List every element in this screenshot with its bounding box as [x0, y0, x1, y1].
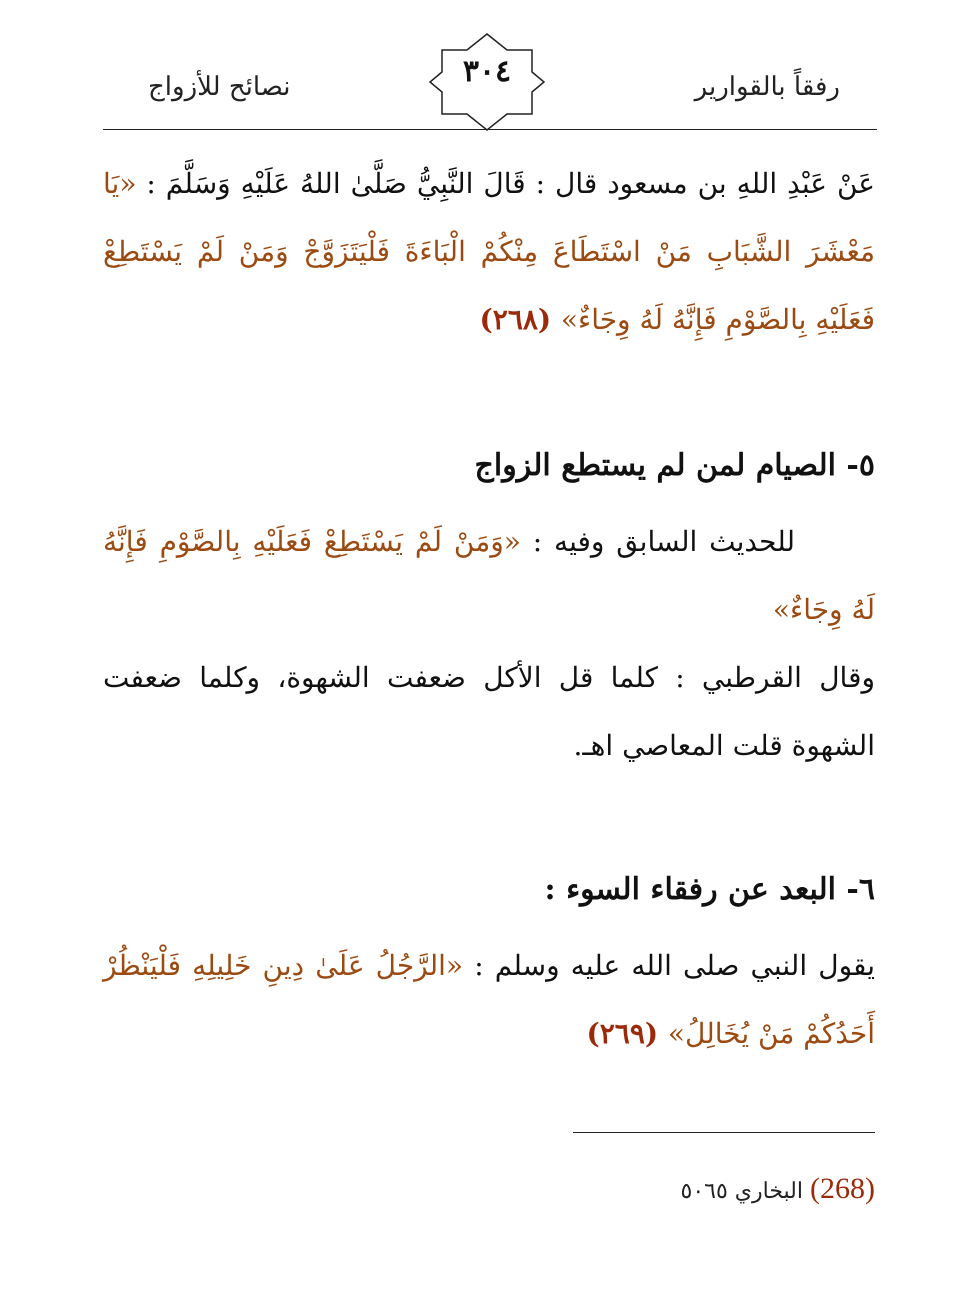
section-heading-6: ٦- البعد عن رفقاء السوء :	[544, 872, 875, 907]
section-6-intro: يقول النبي صلى الله عليه وسلم :	[463, 949, 875, 982]
section-heading-5: ٥- الصيام لمن لم يستطع الزواج	[474, 448, 875, 483]
page-number-badge	[428, 32, 546, 132]
hadith-paragraph-1	[103, 150, 875, 354]
section-5-paragraph	[103, 508, 875, 644]
footnote-number: (268)	[810, 1172, 875, 1205]
section-5-quote: «وَمَنْ لَمْ يَسْتَطِعْ فَعَلَيْهِ بِالصَّوْمِ فَإِنَّهُ لَهُ وِجَاءٌ»	[103, 525, 875, 626]
page-number: ٣٠٤	[462, 54, 512, 89]
running-head-section-title: نصائح للأزواج	[148, 72, 291, 102]
footnote-reference-2: (٢٦٩)	[586, 1017, 668, 1050]
footnote	[600, 1172, 875, 1206]
running-head-book-title: رفقاً بالقوارير	[694, 72, 840, 102]
section-5-intro: للحديث السابق وفيه :	[520, 525, 795, 558]
hadith-intro: عَنْ عَبْدِ اللهِ بن مسعود قال : قَالَ النَّبِيُّ صَلَّىٰ اللهُ عَلَيْهِ وَسَلَّمَ :	[136, 167, 875, 200]
section-6-paragraph	[103, 932, 875, 1068]
header-divider	[103, 129, 877, 130]
qurtubi-quote: وقال القرطبي : كلما قل الأكل ضعفت الشهوة، وكلما ضعفت الشهوة قلت المعاصي اهـ.	[103, 661, 875, 762]
footnote-text: البخاري ٥٠٦٥	[680, 1179, 810, 1204]
footnote-reference: (٢٦٨)	[479, 303, 561, 336]
section-6-quote: «الرَّجُلُ عَلَىٰ دِينِ خَلِيلِهِ فَلْيَنْظُرْ أَحَدُكُمْ مَنْ يُخَالِلُ»	[103, 949, 875, 1050]
hadith-quote: «يَا مَعْشَرَ الشَّبَابِ مَنْ اسْتَطَاعَ مِنْكُمْ الْبَاءَةَ فَلْيَتَزَوَّجْ وَمَنْ لَمْ يَسْتَطِعْ فَعَلَيْهِ بِالصَّوْمِ فَإِنَّهُ لَهُ وِجَاءٌ»	[103, 167, 875, 336]
footnote-divider	[573, 1132, 875, 1133]
